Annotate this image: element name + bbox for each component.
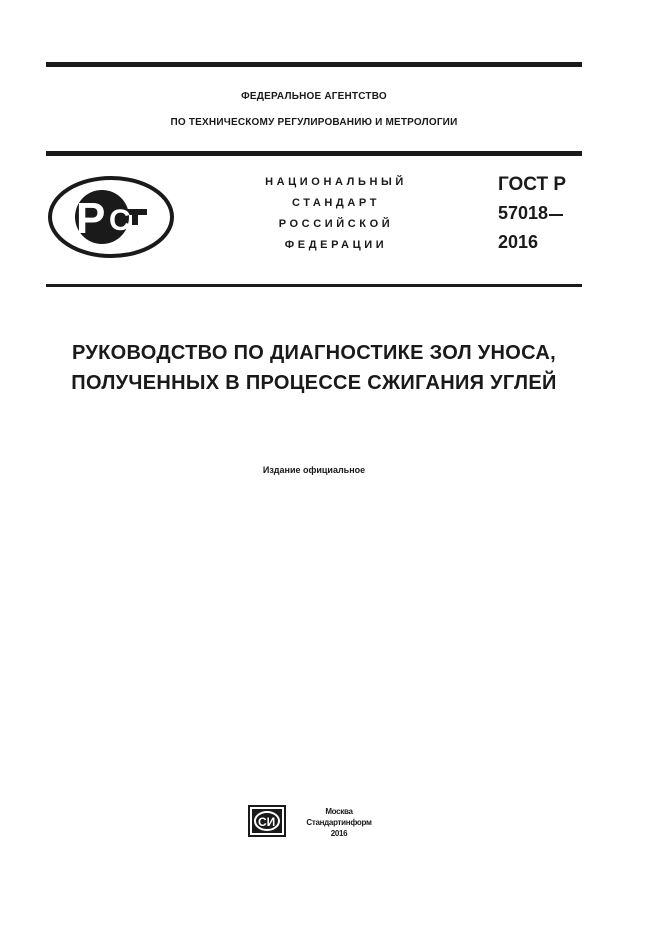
edition-label: Издание официальное	[262, 465, 366, 475]
publisher-year: 2016	[330, 829, 348, 838]
agency-line-2: ПО ТЕХНИЧЕСКОМУ РЕГУЛИРОВАНИЮ И МЕТРОЛОГИИ	[170, 117, 458, 128]
svg-text:С: С	[109, 204, 131, 237]
standard-name-line: РОССИЙСКОЙ	[278, 218, 394, 230]
lower-rule	[46, 284, 582, 287]
publisher-name: Стандартинформ	[306, 818, 372, 827]
dash-icon	[549, 214, 563, 216]
standard-name-line: ФЕДЕРАЦИИ	[284, 239, 388, 251]
document-title-line-1: РУКОВОДСТВО ПО ДИАГНОСТИКЕ ЗОЛ УНОСА,	[72, 342, 556, 364]
svg-text:Р: Р	[76, 194, 106, 243]
publisher-logo-icon	[248, 805, 286, 837]
publisher-block	[296, 806, 382, 839]
standard-name-line: СТАНДАРТ	[291, 197, 381, 209]
standard-designation	[498, 170, 566, 257]
gost-number: 57018	[498, 203, 549, 223]
top-rule	[46, 62, 582, 67]
gost-label: ГОСТ Р	[498, 174, 567, 195]
agency-line-1: ФЕДЕРАЛЬНОЕ АГЕНТСТВО	[241, 91, 387, 102]
middle-rule	[46, 151, 582, 156]
standard-name	[236, 172, 436, 256]
standard-name-line: НАЦИОНАЛЬНЫЙ	[265, 176, 407, 188]
document-title-line-2: ПОЛУЧЕННЫХ В ПРОЦЕССЕ СЖИГАНИЯ УГЛЕЙ	[71, 372, 557, 394]
gost-number-row	[498, 199, 566, 228]
publisher-city: Москва	[325, 807, 353, 816]
gost-year: 2016	[498, 232, 539, 252]
svg-text:СИ: СИ	[258, 815, 276, 829]
rst-logo-icon	[47, 175, 175, 259]
